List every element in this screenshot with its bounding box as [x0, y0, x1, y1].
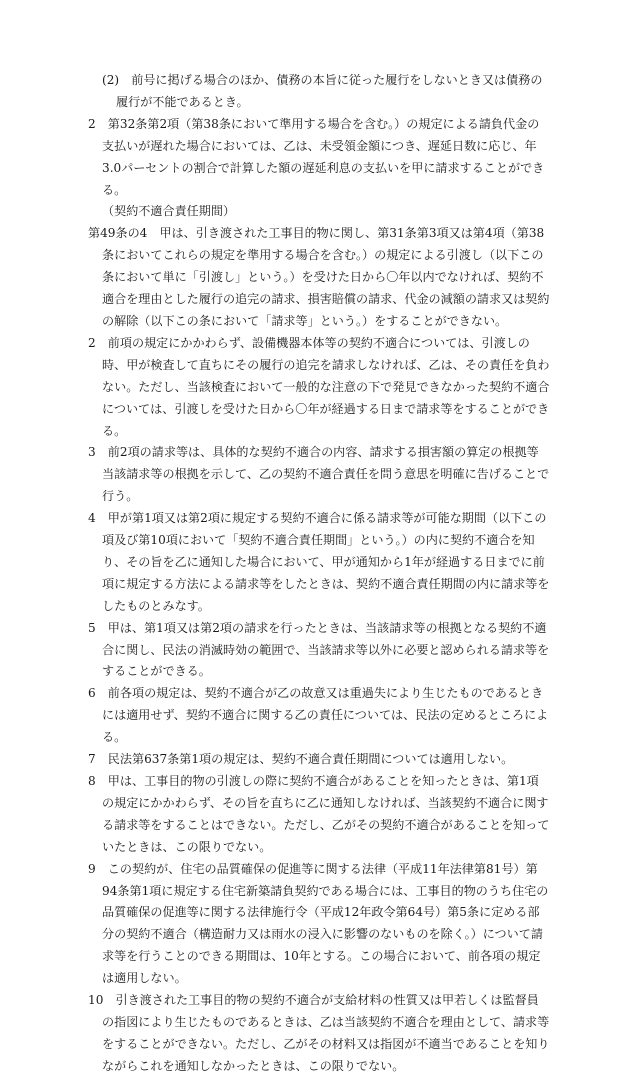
paragraph-clause-5: 5 甲は、第1項又は第2項の請求を行ったときは、当該請求等の根拠となる契約不適合に関し、民法の消滅時効の範囲で、当該請求等以外に必要と認められる請求等をすることができる。 — [88, 620, 550, 679]
paragraph-sub-item-2: (2) 前号に掲げる場合のほか、債務の本旨に従った履行をしないとき又は債務の履行が不能であるとき。 — [102, 73, 543, 109]
paragraph-clause-8: 8 甲は、工事目的物の引渡しの際に契約不適合があることを知ったときは、第1項の規定にかかわらず、その旨を直ちに乙に通知しなければ、当該契約不適合に関する請求等をすることはできない。ただし、乙がその契約不適合があることを知っていたときは、この限りでない。 — [88, 774, 550, 854]
paragraph-clause-2b: 2 前項の規定にかかわらず、設備機器本体等の契約不適合については、引渡しの時、甲が検査して直ちにその履行の追完を請求しなければ、乙は、その責任を負わない。ただし、当該検査において一般的な注意の下で発見できなかった契約不適合については、引渡しを受けた日から〇年が経過する日まで請求等をすることができる。 — [88, 335, 550, 438]
paragraph-clause-9: 9 この契約が、住宅の品質確保の促進等に関する法律（平成11年法律第81号）第94条第1項に規定する住宅新築請負契約である場合には、工事目的物のうち住宅の品質確保の促進等に関する法律施行令（平成12年政令第64号）第5条に定める部分の契約不適合（構造耐力又は雨水の浸入に影響のないものを除く。）について請求等を行うことのできる期間は、10年とする。この場合において、前各項の規定は適用しない。 — [88, 861, 549, 986]
article-49-4: 第49条の4 甲は、引き渡された工事目的物に関し、第31条第3項又は第4項（第38条においてこれらの規定を準用する場合を含む。）の規定による引渡し（以下この条において単に「引渡し」という。）を受けた日から〇年以内でなければ、契約不適合を理由とした履行の追完の請求、損害賠償の請求、代金の減額の請求又は契約の解除（以下この条において「請求等」という。）をすることができない。 — [88, 226, 550, 328]
paragraph-clause-3: 3 前2項の請求等は、具体的な契約不適合の内容、請求する損害額の算定の根拠等当該請求等の根拠を示して、乙の契約不適合責任を問う意思を明確に告げることで行う。 — [88, 445, 550, 504]
paragraph-clause-10: 10 引き渡された工事目的物の契約不適合が支給材料の性質又は甲若しくは監督員の指図により生じたものであるときは、乙は当該契約不適合を理由として、請求等をすることができない。ただし、乙がその材料又は指図が不適当であることを知りながらこれを通知しなかったときは、この限りでない。 — [88, 993, 550, 1073]
document-body — [88, 70, 550, 1078]
paragraph-clause-4: 4 甲が第1項又は第2項に規定する契約不適合に係る請求等が可能な期間（以下この項及び第10項において「契約不適合責任期間」という。）の内に契約不適合を知り、その旨を乙に通知した場合において、甲が通知から1年が経過する日までに前項に規定する方法による請求等をしたときは、契約不適合責任期間の内に請求等をしたものとみなす。 — [88, 511, 550, 613]
paragraph-clause-7: 7 民法第637条第1項の規定は、契約不適合責任期間については適用しない。 — [88, 752, 514, 767]
paragraph-clause-2: 2 第32条第2項（第38条において準用する場合を含む。）の規定による請負代金の支払いが遅れた場合においては、乙は、未受領金額につき、遅延日数に応じ、年3.0パーセントの割合で計算した額の遅延利息の支払いを甲に請求することができる。 — [88, 116, 545, 197]
paragraph-clause-6: 6 前各項の規定は、契約不適合が乙の故意又は重過失により生じたものであるときには適用せず、契約不適合に関する乙の責任については、民法の定めるところによる。 — [88, 686, 549, 745]
section-heading: （契約不適合責任期間） — [102, 204, 236, 219]
